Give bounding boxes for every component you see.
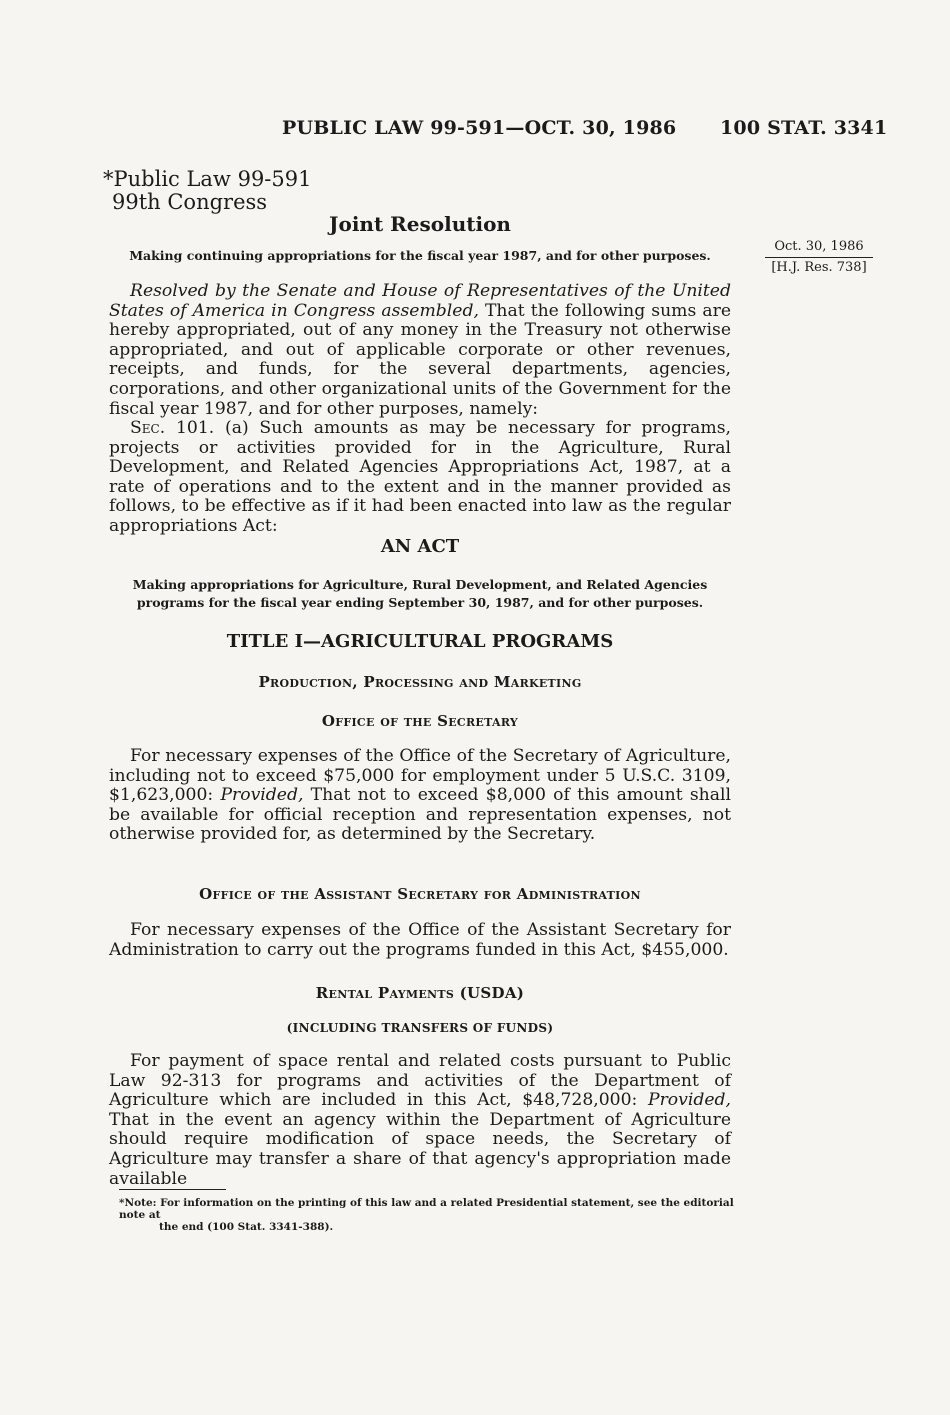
margin-note-date: Oct. 30, 1986	[774, 239, 864, 254]
office-secretary-text-2: That not to exceed $8,000 of this amount shall be available for official reception and representation expenses, not otherwise provided for, as determined by the Secretary.	[109, 785, 731, 845]
enacting-clause-text: That the following sums are hereby appropriated, out of any money in the Treasury not otherwise appropriated, and out of applicable corporate or other revenues, receipts, and funds, for the several departments, agencies, corporations, and other organizational units of the Government for the fiscal year 1987, and for other purposes, namely:	[109, 300, 731, 419]
an-act-heading: AN ACT	[380, 536, 460, 557]
footnote-rule	[119, 1189, 226, 1190]
office-asst-secretary-paragraph	[109, 921, 731, 960]
footnote-line-2: the end (100 Stat. 3341-388).	[159, 1221, 334, 1233]
footnote-line-1: *Note: For information on the printing of this law and a related Presidential statement, see the editorial note at	[119, 1197, 734, 1221]
section-101	[109, 419, 731, 537]
office-secretary-text-1: For necessary expenses of the Office of the Secretary of Agriculture, including not to exceed $75,000 for employment under 5 U.S.C. 3109, $1,623,000:	[109, 746, 731, 806]
act-purpose-line-2: programs for the fiscal year ending September 30, 1987, and for other purposes.	[136, 595, 704, 610]
joint-resolution-heading: Joint Resolution	[329, 212, 511, 236]
rental-payments-subheading: (INCLUDING TRANSFERS OF FUNDS)	[286, 1021, 554, 1035]
enacting-clause-italic: Resolved by the Senate and House of Representatives of the United States of America in Congress assembled,	[109, 281, 731, 321]
margin-note-bill: [H.J. Res. 738]	[771, 260, 867, 275]
section-101-text: (a) Such amounts as may be necessary for programs, projects or activities provided for in the Agriculture, Rural Development, and Related Agencies Appropriations Act, 1987, at a rate of operations and to the extent and in the manner provided as follows, to be effective as if it had been enacted into law as the regular appropriations Act:	[109, 418, 731, 536]
footnote	[119, 1197, 759, 1233]
enacting-clause	[109, 282, 731, 419]
section-101-label: Sec. 101.	[130, 418, 215, 438]
rental-payments-heading: Rental Payments (USDA)	[315, 984, 525, 1002]
act-purpose	[109, 576, 731, 612]
office-asst-secretary-text: For necessary expenses of the Office of the Assistant Secretary for Administration to carry out the programs funded in this Act, $455,000.	[109, 920, 731, 960]
running-header-page: 100 STAT. 3341	[720, 117, 888, 139]
margin-note	[763, 237, 875, 278]
title-1-subheading: Production, Processing and Marketing	[258, 673, 582, 691]
resolution-purpose: Making continuing appropriations for the fiscal year 1987, and for other purposes.	[129, 248, 711, 263]
office-secretary-paragraph	[109, 747, 731, 845]
title-1-heading: TITLE I—AGRICULTURAL PROGRAMS	[226, 631, 614, 652]
office-secretary-heading: Office of the Secretary	[321, 712, 519, 730]
congress-number: 99th Congress	[112, 190, 268, 214]
rental-payments-text-2: That in the event an agency within the Department of Agriculture should require modification of space needs, the Secretary of Agriculture may transfer a share of that agency's appropriation made available	[109, 1109, 731, 1189]
office-secretary-provided: Provided,	[220, 785, 304, 806]
rental-payments-paragraph	[109, 1052, 731, 1189]
rental-payments-text-1: For payment of space rental and related costs pursuant to Public Law 92-313 for programs and activities of the Department of Agriculture which are included in this Act, $48,728,000:	[109, 1051, 731, 1111]
running-header-citation: PUBLIC LAW 99-591—OCT. 30, 1986	[282, 117, 677, 139]
act-purpose-line-1: Making appropriations for Agriculture, Rural Development, and Related Agencies	[132, 577, 708, 592]
public-law-number: *Public Law 99-591	[103, 167, 312, 191]
rental-payments-provided: Provided,	[648, 1090, 731, 1111]
office-asst-secretary-heading: Office of the Assistant Secretary for Administration	[199, 885, 641, 903]
